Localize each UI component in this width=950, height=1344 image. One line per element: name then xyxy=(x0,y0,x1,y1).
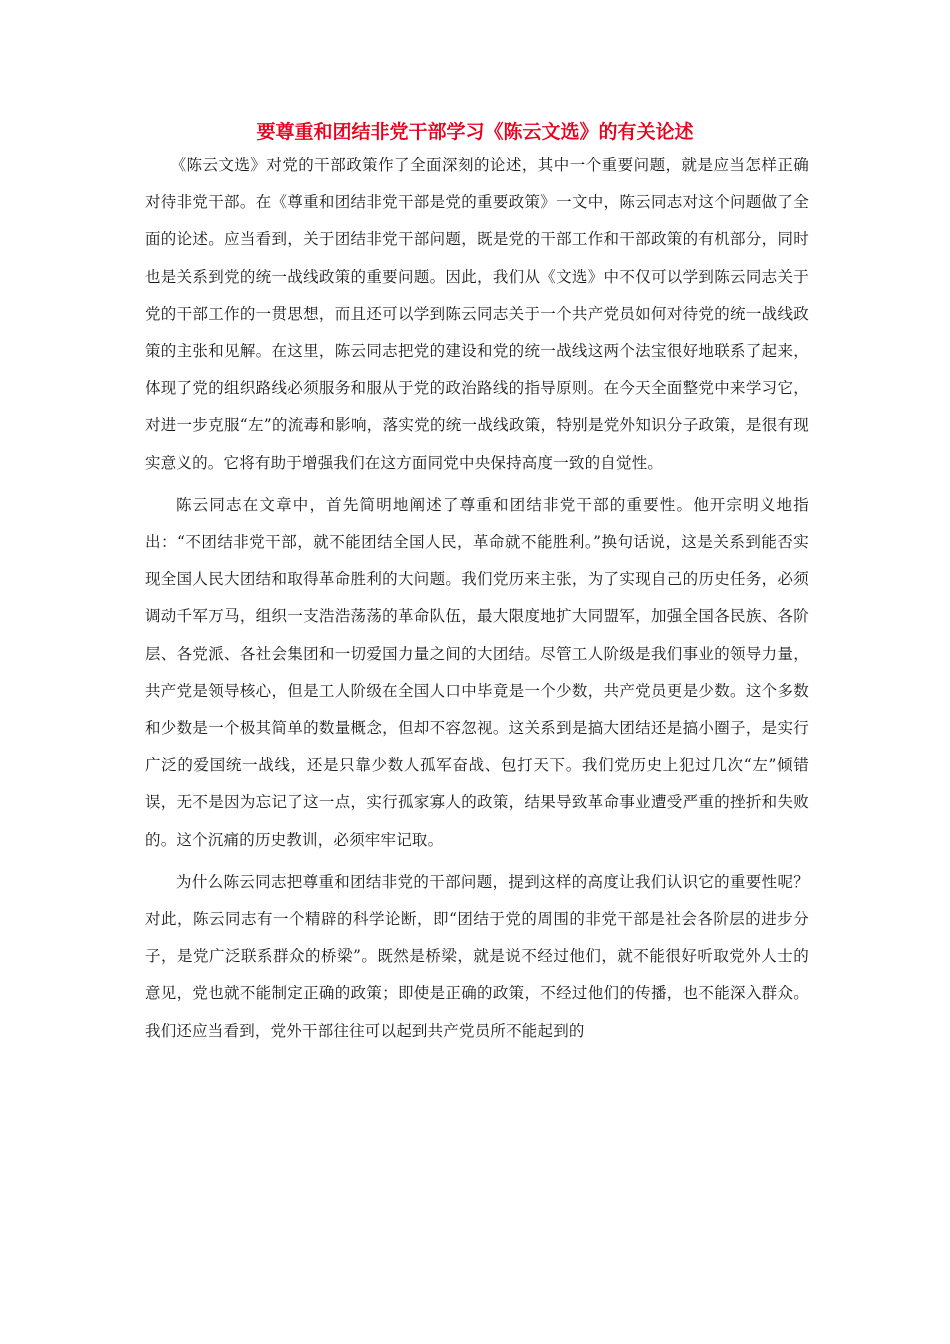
paragraph-2: 陈云同志在文章中，首先简明地阐述了尊重和团结非党干部的重要性。他开宗明义地指出：“不团结非党干部，就不能团结全国人民，革命就不能胜利。”换句话说，这是关系到能否实现全国人民大团结和取得革命胜利的大问题。我们党历来主张，为了实现自己的历史任务，必须调动千军万马，组织一支浩浩荡荡的革命队伍，最大限度地扩大同盟军，加强全国各民族、各阶层、各党派、各社会集团和一切爱国力量之间的大团结。尽管工人阶级是我们事业的领导力量，共产党是领导核心，但是工人阶级在全国人口中毕竟是一个少数，共产党员更是少数。这个多数和少数是一个极其简单的数量概念，但却不容忽视。这关系到是搞大团结还是搞小圈子，是实行广泛的爱国统一战线，还是只靠少数人孤军奋战、包打天下。我们党历史上犯过几次“左”倾错误，无不是因为忘记了这一点，实行孤家寡人的政策，结果导致革命事业遭受严重的挫折和失败的。这个沉痛的历史教训，必须牢牢记取。 xyxy=(145,495,809,849)
document-body xyxy=(145,147,809,1050)
paragraph-1: 《陈云文选》对党的干部政策作了全面深刻的论述，其中一个重要问题，就是应当怎样正确对待非党干部。在《尊重和团结非党干部是党的重要政策》一文中，陈云同志对这个问题做了全面的论述。应当看到，关于团结非党干部问题，既是党的干部工作和干部政策的有机部分，同时也是关系到党的统一战线政策的重要问题。因此，我们从《文选》中不仅可以学到陈云同志关于党的干部工作的一贯思想，而且还可以学到陈云同志关于一个共产党员如何对待党的统一战线政策的主张和见解。在这里，陈云同志把党的建设和党的统一战线这两个法宝很好地联系了起来，体现了党的组织路线必须服务和服从于党的政治路线的指导原则。在今天全面整党中来学习它，对进一步克服“左”的流毒和影响，落实党的统一战线政策，特别是党外知识分子政策，是很有现实意义的。它将有助于增强我们在这方面同党中央保持高度一致的自觉性。 xyxy=(145,156,809,472)
paragraph-3: 为什么陈云同志把尊重和团结非党的干部问题，提到这样的高度让我们认识它的重要性呢？对此，陈云同志有一个精辟的科学论断，即“团结于党的周围的非党干部是社会各阶层的进步分子，是党广泛联系群众的桥梁”。既然是桥梁，就是说不经过他们，就不能很好听取党外人士的意见，党也就不能制定正确的政策；即使是正确的政策，不经过他们的传播，也不能深入群众。我们还应当看到，党外干部往往可以起到共产党员所不能起到的 xyxy=(145,872,809,1040)
document-title: 要尊重和团结非党干部学习《陈云文选》的有关论述 xyxy=(256,121,694,143)
